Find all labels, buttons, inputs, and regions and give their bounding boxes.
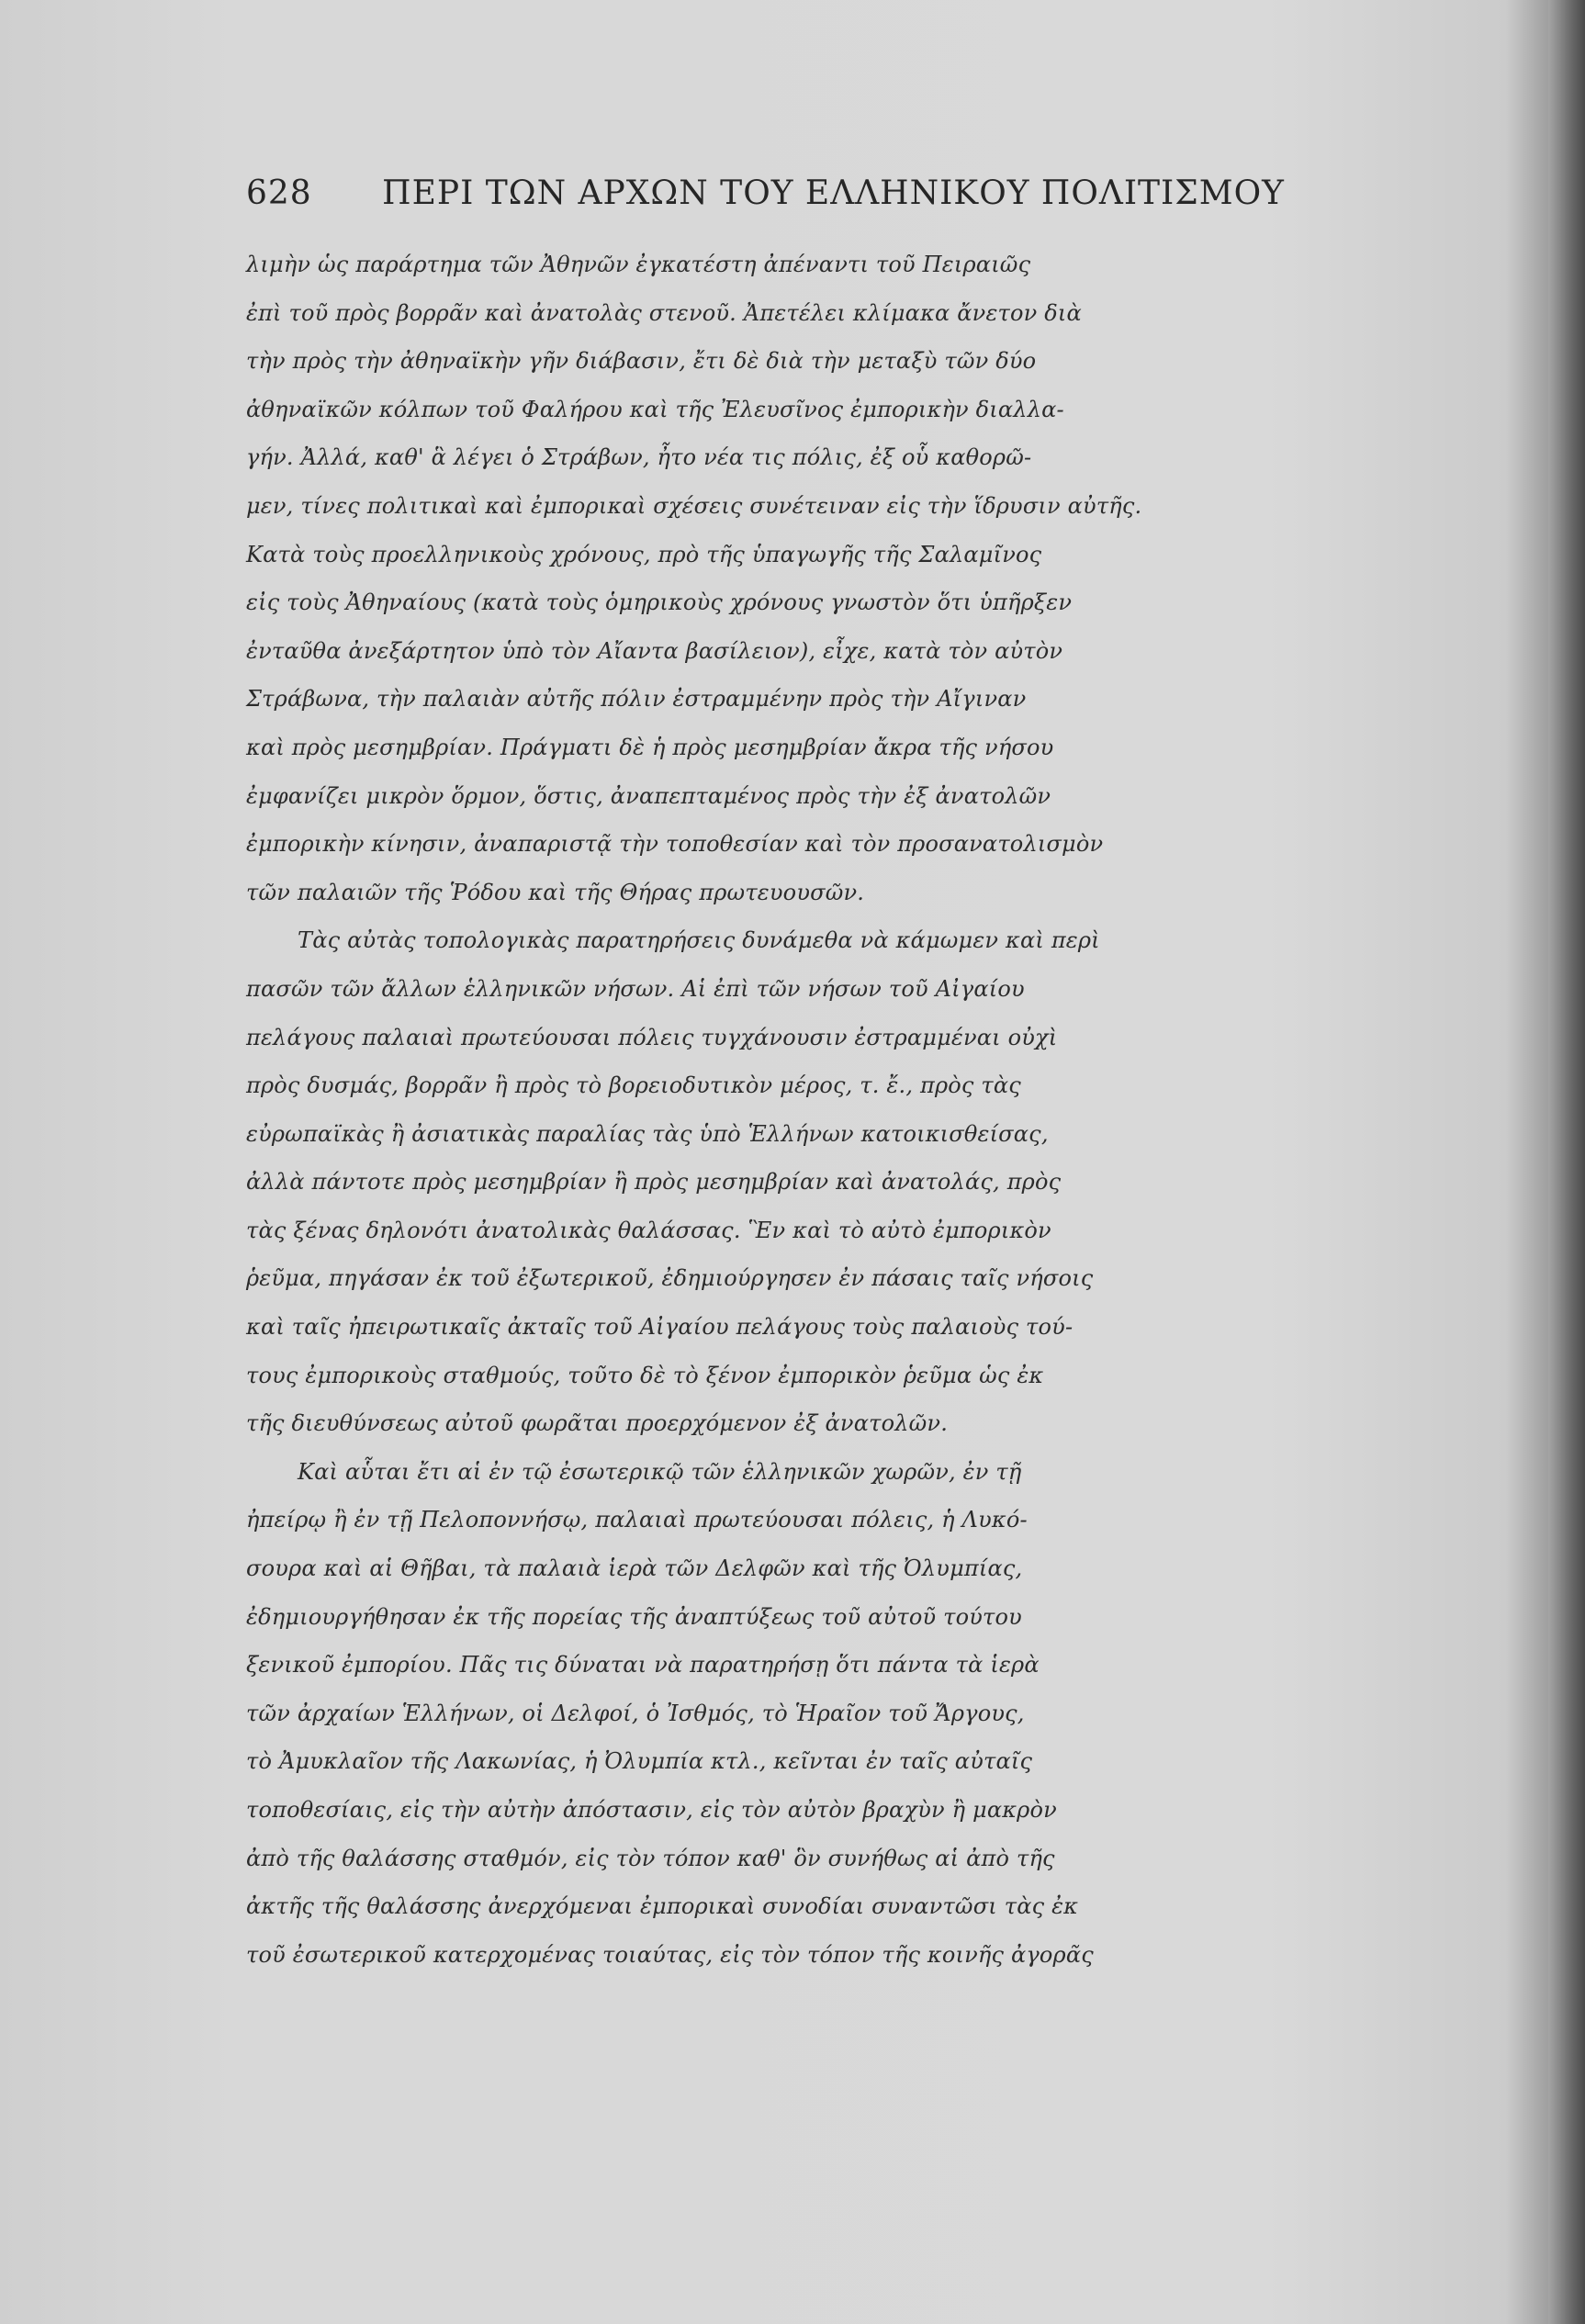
book-spine-shadow [1548,0,1585,2324]
page-number: 628 [246,174,312,212]
text-line: λιμὴν ὡς παράρτημα τῶν Ἀθηνῶν ἐγκατέστη ἀπέναντι τοῦ Πειραιῶς [246,252,1031,277]
text-line: ἀπὸ τῆς θαλάσσης σταθμόν, εἰς τὸν τόπον καθ' ὃν συνήθως αἱ ἀπὸ τῆς [246,1845,1055,1871]
text-line: τῶν παλαιῶν τῆς Ῥόδου καὶ τῆς Θήρας πρωτευουσῶν. [246,879,865,905]
text-line: ἐμπορικὴν κίνησιν, ἀναπαριστᾷ τὴν τοποθεσίαν καὶ τὸν προσανατολισμὸν [246,831,1104,858]
page-header [246,174,1293,230]
text-line: ἐδημιουργήθησαν ἐκ τῆς πορείας τῆς ἀναπτύξεως τοῦ αὐτοῦ τούτου [246,1603,1022,1630]
text-line: τὰς ξένας δηλονότι ἀνατολικὰς θαλάσσας. Ἓν καὶ τὸ αὐτὸ ἐμπορικὸν [246,1217,1051,1243]
text-line: ἀθηναϊκῶν κόλπων τοῦ Φαλήρου καὶ τῆς Ἐλευσῖνος ἐμπορικὴν διαλλα- [246,396,1064,422]
text-line: τοποθεσίαις, εἰς τὴν αὐτὴν ἀπόστασιν, εἰς τὸν αὐτὸν βραχὺν ἢ μακρὸν [246,1797,1057,1823]
text-line: τους ἐμπορικοὺς σταθμούς, τοῦτο δὲ τὸ ξένον ἐμπορικὸν ῥεῦμα ὡς ἐκ [246,1362,1044,1388]
text-line: ἐπὶ τοῦ πρὸς βορρᾶν καὶ ἀνατολὰς στενοῦ. Ἀπετέλει κλίμακα ἄνετον διὰ [246,299,1082,326]
text-line: καὶ ταῖς ἠπειρωτικαῖς ἀκταῖς τοῦ Αἰγαίου πελάγους τοὺς παλαιοὺς τού- [246,1314,1074,1341]
text-line: ἀκτῆς τῆς θαλάσσης ἀνερχόμεναι ἐμπορικαὶ συνοδίαι συναντῶσι τὰς ἐκ [246,1893,1079,1920]
text-line: Στράβωνα, τὴν παλαιὰν αὐτῆς πόλιν ἐστραμμένην πρὸς τὴν Αἴγιναν [246,686,1027,713]
text-line: μεν, τίνες πολιτικαὶ καὶ ἐμπορικαὶ σχέσεις συνέτειναν εἰς τὴν ἵδρυσιν αὐτῆς. [246,492,1142,519]
text-line: ἀλλὰ πάντοτε πρὸς μεσημβρίαν ἢ πρὸς μεσημβρίαν καὶ ἀνατολάς, πρὸς [246,1169,1062,1196]
body-text [246,241,1440,1979]
text-line: ἐμφανίζει μικρὸν ὅρμον, ὅστις, ἀναπεπταμένος πρὸς τὴν ἐξ ἀνατολῶν [246,782,1051,809]
text-line: ξενικοῦ ἐμπορίου. Πᾶς τις δύναται νὰ παρατηρήσῃ ὅτι πάντα τὰ ἱερὰ [246,1652,1040,1678]
text-line: ἐνταῦθα ἀνεξάρτητον ὑπὸ τὸν Αἴαντα βασίλειον), εἶχε, κατὰ τὸν αὐτὸν [246,637,1063,664]
text-line: τῆς διευθύνσεως αὐτοῦ φωρᾶται προερχόμενον ἐξ ἀνατολῶν. [246,1410,949,1437]
text-line: σουρα καὶ αἱ Θῆβαι, τὰ παλαιὰ ἱερὰ τῶν Δελφῶν καὶ τῆς Ὀλυμπίας, [246,1555,1023,1582]
text-line: τὸ Ἀμυκλαῖον τῆς Λακωνίας, ἡ Ὀλυμπία κτλ., κεῖνται ἐν ταῖς αὐταῖς [246,1748,1033,1775]
text-line: ἠπείρῳ ἢ ἐν τῇ Πελοποννήσῳ, παλαιαὶ πρωτεύουσαι πόλεις, ἡ Λυκό- [246,1507,1028,1533]
text-line: πρὸς δυσμάς, βορρᾶν ἢ πρὸς τὸ βορειοδυτικὸν μέρος, τ. ἔ., πρὸς τὰς [246,1072,1021,1099]
paragraph-start-line: Καὶ αὗται ἔτι αἱ ἐν τῷ ἐσωτερικῷ τῶν ἑλληνικῶν χωρῶν, ἐν τῇ [298,1458,1022,1485]
text-line: τῶν ἀρχαίων Ἑλλήνων, οἱ Δελφοί, ὁ Ἰσθμός, τὸ Ἡραῖον τοῦ Ἄργους, [246,1700,1025,1726]
text-line: τὴν πρὸς τὴν ἀθηναϊκὴν γῆν διάβασιν, ἔτι δὲ διὰ τὴν μεταξὺ τῶν δύο [246,348,1037,375]
text-line: γήν. Ἀλλά, καθ' ἃ λέγει ὁ Στράβων, ἦτο νέα τις πόλις, ἐξ οὗ καθορῶ- [246,444,1032,471]
paragraph-start-line: Τὰς αὐτὰς τοπολογικὰς παρατηρήσεις δυνάμεθα νὰ κάμωμεν καὶ περὶ [298,927,1100,954]
text-line: εὐρωπαϊκὰς ἢ ἀσιατικὰς παραλίας τὰς ὑπὸ Ἑλλήνων κατοικισθείσας, [246,1120,1049,1147]
text-line: καὶ πρὸς μεσημβρίαν. Πράγματι δὲ ἡ πρὸς μεσημβρίαν ἄκρα τῆς νήσου [246,734,1054,760]
text-line: πασῶν τῶν ἄλλων ἑλληνικῶν νήσων. Αἱ ἐπὶ τῶν νήσων τοῦ Αἰγαίου [246,975,1025,1002]
running-title: ΠΕΡΙ ΤΩΝ ΑΡΧΩΝ ΤΟΥ ΕΛΛΗΝΙΚΟΥ ΠΟΛΙΤΙΣΜΟΥ [382,174,1285,212]
text-line: ῥεῦμα, πηγάσαν ἐκ τοῦ ἐξωτερικοῦ, ἐδημιούργησεν ἐν πάσαις ταῖς νήσοις [246,1265,1094,1292]
text-line: τοῦ ἐσωτερικοῦ κατερχομένας τοιαύτας, εἰς τὸν τόπον τῆς κοινῆς ἀγορᾶς [246,1941,1094,1968]
text-line: πελάγους παλαιαὶ πρωτεύουσαι πόλεις τυγχάνουσιν ἐστραμμέναι οὐχὶ [246,1024,1058,1050]
text-line: Κατὰ τοὺς προελληνικοὺς χρόνους, πρὸ τῆς ὑπαγωγῆς τῆς Σαλαμῖνος [246,541,1042,567]
text-line: εἰς τοὺς Ἀθηναίους (κατὰ τοὺς ὁμηρικοὺς χρόνους γνωστὸν ὅτι ὑπῆρξεν [246,589,1073,616]
